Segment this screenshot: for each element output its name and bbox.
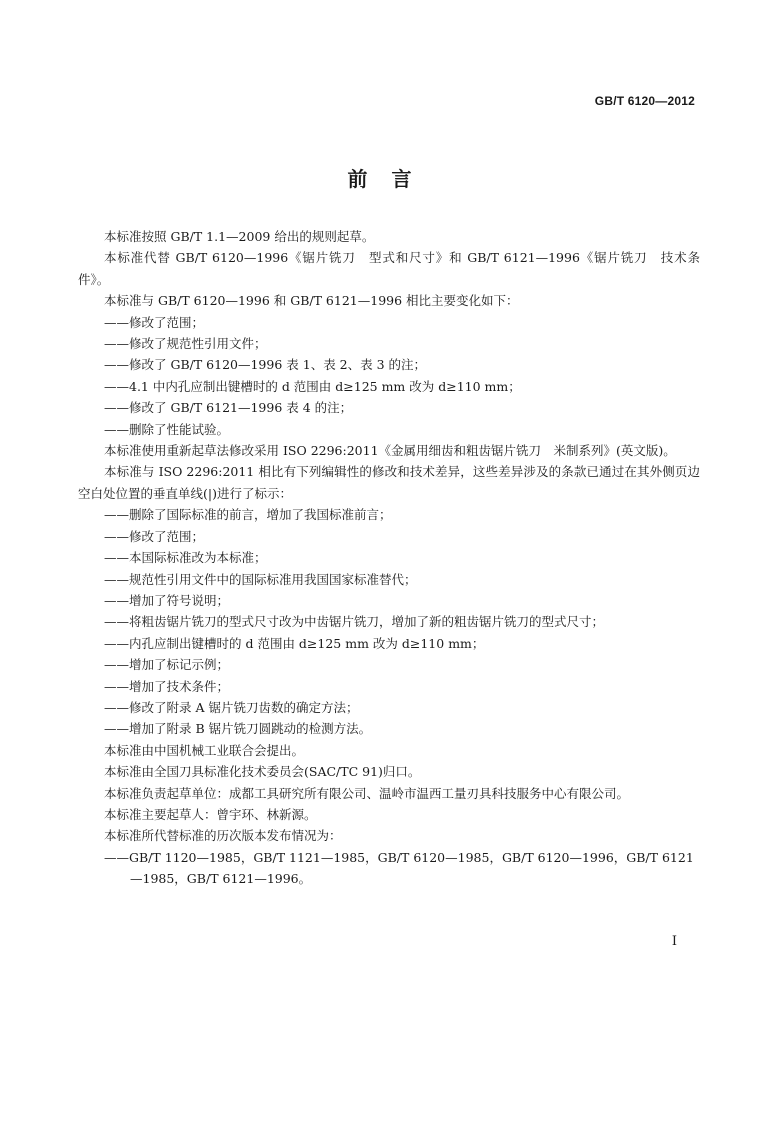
standard-number: GB/T 6120—2012 (594, 94, 695, 108)
list-item: ——增加了标记示例； (104, 657, 230, 673)
list-item: ——4.1 中内孔应制出键槽时的 d 范围由 d≥125 mm 改为 d≥110 mm； (104, 378, 521, 394)
list-item-previous-editions: ——GB/T 1120—1985，GB/T 1121—1985，GB/T 6120—1985，GB/T 6120—1996，GB/T 6121—1985，GB/T 6121—1996。 (104, 849, 694, 887)
list-item: ——删除了性能试验。 (104, 421, 230, 437)
list-item: ——将粗齿锯片铣刀的型式尺寸改为中齿锯片铣刀，增加了新的粗齿锯片铣刀的型式尺寸； (104, 614, 605, 630)
list-item: ——增加了技术条件； (104, 678, 230, 694)
paragraph-managed-by: 本标准由全国刀具标准化技术委员会(SAC/TC 91)归口。 (104, 764, 421, 780)
paragraph-iso-adoption: 本标准使用重新起草法修改采用 ISO 2296:2011《金属用细齿和粗齿锯片铣刀 米制系列》(英文版)。 (104, 443, 676, 459)
list-item: ——增加了符号说明； (104, 592, 230, 608)
list-item: ——增加了附录 B 锯片铣刀圆跳动的检测方法。 (104, 721, 372, 737)
paragraph-iso-differences: 本标准与 ISO 2296:2011 相比有下列编辑性的修改和技术差异，这些差异涉及的条款已通过在其外侧页边空白处位置的垂直单线(|)进行了标示： (78, 464, 700, 501)
list-item: ——内孔应制出键槽时的 d 范围由 d≥125 mm 改为 d≥110 mm； (104, 635, 485, 651)
foreword-body (78, 226, 700, 890)
paragraph-drafting-units: 本标准负责起草单位：成都工具研究所有限公司、温岭市温西工量刃具科技服务中心有限公司。 (104, 785, 630, 801)
list-item: ——规范性引用文件中的国际标准用我国国家标准替代； (104, 571, 417, 587)
paragraph-drafting-rules: 本标准按照 GB/T 1.1—2009 给出的规则起草。 (104, 229, 375, 244)
page-title: 前言 (347, 167, 436, 191)
paragraph-replaces: 本标准代替 GB/T 6120—1996《锯片铣刀 型式和尺寸》和 GB/T 6121—1996《锯片铣刀 技术条件》。 (78, 250, 700, 287)
paragraph-main-changes: 本标准与 GB/T 6120—1996 和 GB/T 6121—1996 相比主要变化如下： (104, 293, 519, 309)
page-number: I (671, 934, 677, 949)
paragraph-previous-editions: 本标准所代替标准的历次版本发布情况为： (104, 828, 342, 844)
list-item: ——本国际标准改为本标准； (104, 550, 267, 566)
list-item: ——修改了规范性引用文件； (104, 336, 267, 352)
list-item: ——修改了附录 A 锯片铣刀齿数的确定方法； (104, 699, 359, 715)
list-item: ——修改了 GB/T 6120—1996 表 1、表 2、表 3 的注； (104, 357, 427, 373)
list-item: ——修改了 GB/T 6121—1996 表 4 的注； (104, 400, 353, 416)
list-item: ——修改了范围； (104, 314, 205, 330)
paragraph-proposed-by: 本标准由中国机械工业联合会提出。 (104, 742, 305, 758)
paragraph-drafters: 本标准主要起草人：曾宇环、林新源。 (104, 806, 317, 822)
list-item: ——删除了国际标准的前言，增加了我国标准前言； (104, 507, 392, 523)
list-item: ——修改了范围； (104, 528, 205, 544)
